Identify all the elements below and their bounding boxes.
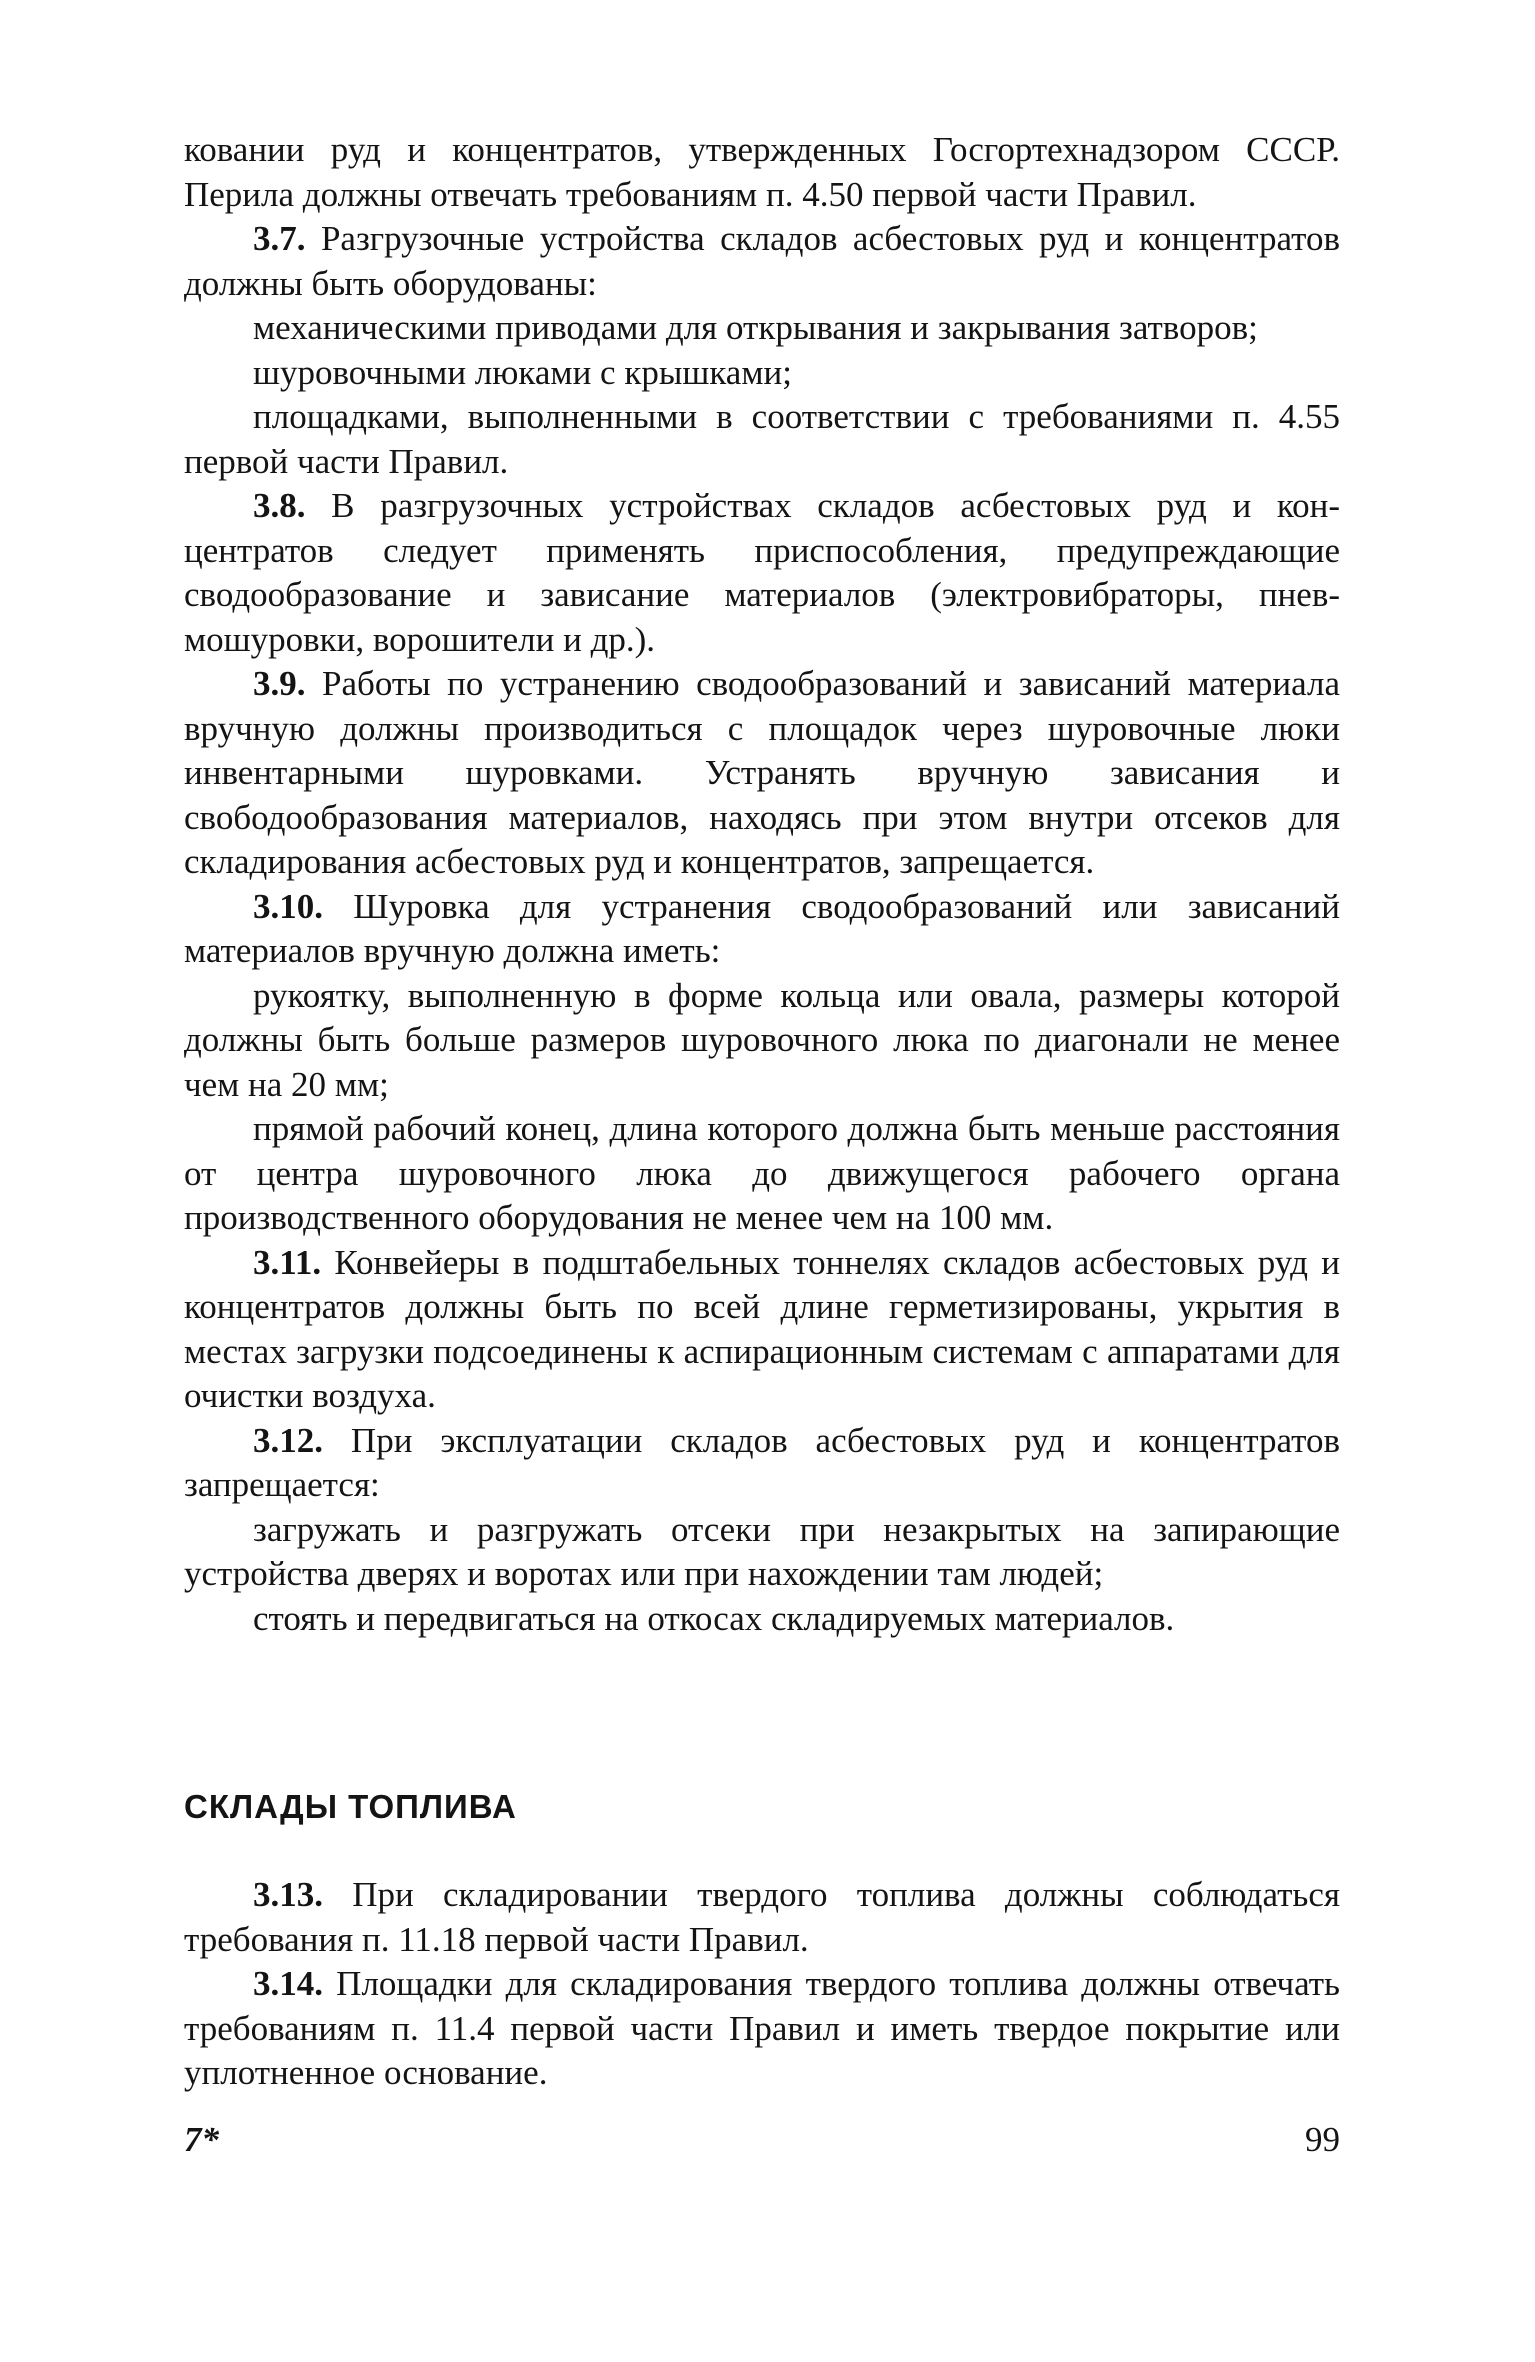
list-item: загружать и разгружать отсеки при незакрытых на запирающие устройства дверях и воротах или при нахождении там людей; xyxy=(184,1509,1340,1593)
section-heading: СКЛАДЫ ТОПЛИВА xyxy=(184,1788,517,1825)
list-item: площадками, выполненными в соответствии с требованиями п. 4.55 первой части Правил. xyxy=(184,397,1340,481)
page-number: 99 xyxy=(1305,2120,1340,2159)
list-item: рукоятку, выполненную в форме кольца или овала, размеры которой должны быть больше размеров шуровочного люка по диагонали не менее чем на 20 мм; xyxy=(184,975,1340,1104)
clause-number: 3.8. xyxy=(253,486,306,525)
paragraph-3-11: 3.11. Конвейеры в подштабельных тоннелях складов асбестовых руд и концентратов должны быть по всей длине герметизированы, укрытия в местах загрузки подсоединены к аспирационным системам с аппаратами для очистки воздуха. xyxy=(184,1242,1340,1415)
clause-number: 3.13. xyxy=(253,1875,323,1914)
page-body xyxy=(184,128,1340,2092)
paragraph-3-13: 3.13. При складировании твердого топлива должны соблюдаться требования п. 11.18 первой части Правил. xyxy=(184,1875,1340,1959)
list-item: стоять и передвигаться на откосах складируемых материалов. xyxy=(253,1598,1175,1638)
list-item: механическими приводами для открывания и закрывания затворов; xyxy=(253,308,1258,347)
signature-mark: 7* xyxy=(184,2120,219,2159)
section-body xyxy=(184,1873,1340,2096)
clause-number: 3.11. xyxy=(253,1242,322,1282)
list-item: прямой рабочий конец, длина которого должна быть меньше расстояния от центра шуровочного люка до движущегося рабочего органа производственного оборудования не менее чем на 100 мм. xyxy=(184,1109,1340,1237)
paragraph-3-10: 3.10. Шуровка для устранения сводообразований или зависаний материалов вручную должна иметь: xyxy=(184,886,1340,970)
paragraph-3-7: 3.7. Разгрузочные устройства складов асбестовых руд и концентратов должны быть оборудованы: xyxy=(184,219,1340,303)
paragraph-continued: ковании руд и концентратов, утвержденных Госгортехнадзором СССР. Перила должны отвечать требованиям п. 4.50 первой части Правил. xyxy=(184,130,1340,214)
paragraph-3-14: 3.14. Площадки для складирования твердого топлива должны отвечать требованиям п. 11.4 первой части Правил и иметь твердое покрытие или уплотненное основание. xyxy=(184,1964,1340,2092)
paragraph-3-8: 3.8. В разгрузочных устройствах складов асбестовых руд и концентратов следует применять приспособления, предупреждающие сводообразование и зависание материалов (электровибраторы, пневмошуровки, ворошители и др.). xyxy=(184,486,1340,659)
paragraph-3-9: 3.9. Работы по устранению сводообразований и зависаний материала вручную должны производиться с площадок через шуровочные люки инвентарными шуровками. Устранять вручную зависания и свободообразования материалов, находясь при этом внутри отсеков для складирования асбестовых руд и концентратов, запрещается. xyxy=(184,664,1340,881)
clause-number: 3.10. xyxy=(253,886,323,926)
clause-number: 3.9. xyxy=(253,664,306,703)
clause-number: 3.12. xyxy=(253,1420,323,1460)
paragraph-3-12: 3.12. При эксплуатации складов асбестовых руд и концентратов запрещается: xyxy=(184,1420,1340,1504)
clause-number: 3.7. xyxy=(253,219,306,258)
clause-number: 3.14. xyxy=(253,1964,323,2003)
list-item: шуровочными люками с крышками; xyxy=(253,352,792,392)
